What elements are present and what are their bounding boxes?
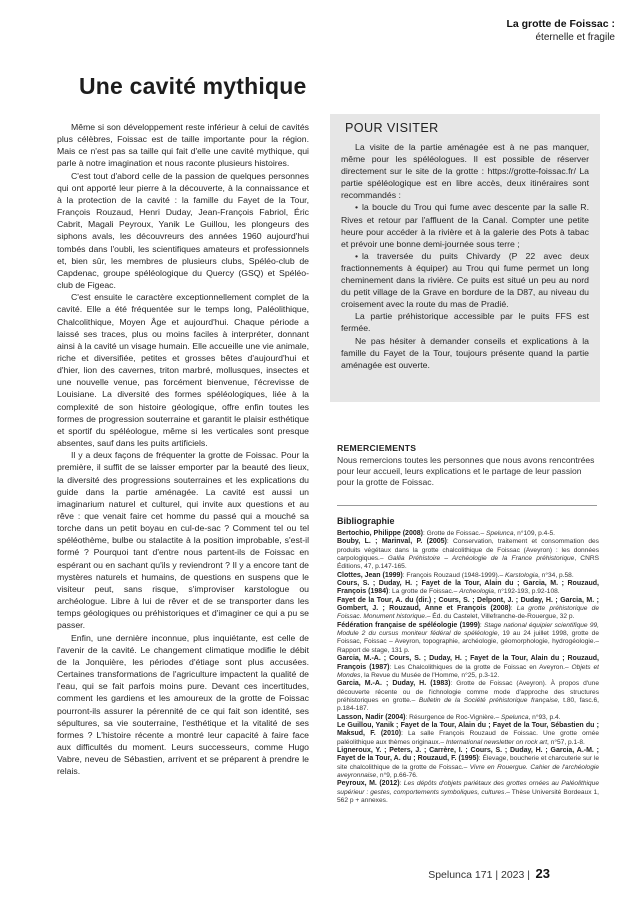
- ref-text: :: [479, 621, 485, 629]
- visit-intro: La visite de la partie aménagée est à ne pas manquer, même pour les spéléologues. Il est possible de réserver directement sur le site de la grotte : https://grotte-foissac.fr/ La partie spéléologique est en libre accès, deux itinéraires sont recommandés :: [341, 142, 589, 201]
- bibliography-list: [337, 530, 599, 805]
- ref-text: :: [399, 780, 404, 788]
- ref-end: , 19 au 24 juillet 1998, grotte de Foissac, Foissac – Aveyron, topographie, archéologie, géomorphologie, hydrogéologie.– Rapport de stage, 131 p.: [337, 630, 599, 654]
- visit-para-2: La partie préhistorique accessible par le puits FFS est fermée.: [341, 311, 589, 334]
- ref-text: : Élevage, boucherie et charcuterie sur le site chalcolithique de la grotte de Foissac.–: [337, 755, 599, 771]
- ref-title: Stage national équipier scientifique 99, Module 2 du cursus moniteur fédéral de spéléologie: [337, 621, 599, 638]
- article-paragraph: Enfin, une dernière inconnue, plus inquiétante, est celle de l'avenir de la cavité. Le changement climatique modifie le débit de la Jonquière, les périodes d'étiage sont plus accusées. Certaines transformations de l'agriculture impactent la qualité de l'eau, qui se fait parfois moins pure. Devant ces incertitudes, comment les gardiens et les amoureux de la grotte de Foissac pourront-ils assurer la pérennité de ce qui fait son identité, ses sépultures, sa vie souterraine, l'esthétique et la vitalité de ses formes ? L'histoire récente a montré leur capacité à faire face aux difficultés du moment. Leurs successeurs, comme Hugo Vabre, neveu de Sébastien, arrivent et se préparent à prendre le relais.: [57, 632, 309, 777]
- ref-end: , n°57, p.1-8.: [547, 738, 585, 746]
- bibliography-entry: [337, 680, 599, 713]
- ref-authors: Cours, S. ; Duday, H. ; Fayet de la Tour, Alain du ; Garcia, M. ; Rouzaud, François (1984): [337, 580, 599, 596]
- ref-end: , t.80, fasc.6, p.184-187.: [337, 696, 599, 713]
- ref-title: Spelunca: [501, 713, 529, 721]
- visit-para-3: Ne pas hésiter à demander conseils et explications à la famille du Fayet de la Tour, toujours présente quand la partie aménagée est ouverte.: [341, 335, 589, 370]
- ref-title: Gallia Préhistoire – Archéologie de la France préhistorique: [387, 555, 575, 563]
- article-body: [57, 121, 309, 856]
- ref-authors: Lasson, Nadir (2004): [337, 713, 406, 721]
- article-title: Une cavité mythique: [79, 73, 307, 99]
- bibliography-entry: [337, 780, 599, 805]
- ref-text: : Grotte de Foissac.–: [422, 530, 487, 537]
- header-subtitle: éternelle et fragile: [535, 32, 615, 43]
- footer-journal: Spelunca 171 | 2023 |: [428, 869, 530, 881]
- ref-title: Les dépôts d'objets pariétaux des grottes ornées au Paléolithique supérieur : gestes, comportements symboliques, cultures: [337, 780, 599, 796]
- ref-authors: Garcia, M.-A. ; Duday, H. (1983): [337, 680, 451, 688]
- article-paragraph: Il y a deux façons de fréquenter la grotte de Foissac. Pour la première, il suffit de se laisser emporter par la beauté des lieux, la diversité des progressions souterraines et les explications du guide dans la partie aménagée. La cavité est aussi un imaginarium naturel et culturel, qui invite aux questions et au rêve : que venait faire cet homme du passé qui a mouché sa torche dans un petit boyau en cul-de-sac ? Comment tel ou tel spéléothème, bulbe ou stalactite à la position improbable, s'est-il formé ? Pourquoi tant d'entre nous partent-ils de Foissac en espérant ou en sachant qu'ils y reviendront ? Il y a encore tant de mystères naturels et humains, de questions en suspens que le visiteur peut, sans risque, s'improviser karstologue ou archéologue. Libre à lui de rêver et de se transporter dans les temps géologiques ou préhistoriques et d'imaginer ce qui a pu se passer.: [57, 450, 309, 631]
- ref-end: , n°34, p.58.: [538, 571, 574, 579]
- visit-box: [330, 114, 600, 402]
- visit-title: POUR VISITER: [345, 121, 439, 135]
- article-paragraph: C'est ensuite le caractère exceptionnellement complet de la cavité. Elle a été fréquentée sur le temps long, Paléolithique, Chalcolithique, Moyen Âge et aujourd'hui. Chaque période a laissé ses traces, plus ou moins faciles à interpréter, donnant ainsi à la cavité un visage humain. Elle accueille une vie animale, riche et diversifiée, petites et grosses bêtes d'aujourd'hui et d'hier, lion des cavernes, triton marbré, mollusques, insectes et une nouvelle venue, pas forcément bienvenue, l'écrevisse de Louisiane. La diversité des formes spéléologiques, liée à la complexité de son histoire géologique, offre enfin toutes les formes de progression souterraine et garantit le plaisir esthétique et sportif du spéléologue, même si les verticales sont presque absentes, sauf dans les puits artificiels.: [57, 292, 309, 449]
- ref-end: .– Thèse Université Bordeaux 1, 562 p + annexes.: [337, 788, 599, 804]
- ref-authors: Peyroux, M. (2012): [337, 780, 400, 788]
- bibliography-entry: [337, 580, 599, 597]
- ref-title: Bulletin de la Société préhistorique française: [418, 696, 558, 704]
- bibliography-entry: [337, 530, 599, 538]
- bibliography-entry: [337, 538, 599, 571]
- article-paragraph: Même si son développement reste inférieur à celui de cavités plus célèbres, Foissac est de taille importante pour la région. Mais ce n'est pas sa taille qui fait d'elle une cavité mythique, qui parle à notre imagination et nous raconte plusieurs histoires.: [57, 122, 309, 169]
- divider: [337, 505, 597, 506]
- ref-authors: Le Guillou, Yanik ; Fayet de la Tour, Alain du ; Fayet de la Tour, Sébastien du ; Maksud, F. (2010): [337, 721, 599, 738]
- ref-text: : Résurgence de Roc-Vignière.–: [405, 713, 502, 721]
- ref-text: : La grotte de Foissac.–: [388, 588, 460, 596]
- ref-authors: Fédération française de spéléologie (1999): [337, 621, 480, 629]
- bibliography: [337, 516, 599, 862]
- ref-text: : La salle François Rouzaud de Foissac. Une grotte ornée paléolithique aux thèmes originaux.–: [337, 730, 599, 746]
- visit-bullet-2: [341, 250, 589, 310]
- acknowledgements-text: Nous remercions toutes les personnes que nous avons rencontrées pour leur accueil, leurs explications et le partage de leur passion pour la grotte de Foissac.: [337, 455, 595, 487]
- bibliography-title: Bibliographie: [337, 516, 395, 526]
- page-number: 23: [535, 866, 550, 881]
- bibliography-entry: [337, 622, 599, 655]
- ref-end: , n°9, p.66-76.: [376, 771, 418, 779]
- ref-text: : Les Chalcolithiques de la grotte de Foissac en Aveyron.–: [389, 663, 572, 671]
- ref-text: :: [510, 605, 517, 613]
- ref-authors: Garcia, M.-A. ; Cours, S. ; Duday, H. ; Fayet de la Tour, Alain du ; Rouzaud, François (1987): [337, 655, 599, 671]
- ref-title: International newsletter on rock art: [445, 738, 548, 746]
- header-title: La grotte de Foissac :: [506, 18, 615, 30]
- ref-title: Objets et Mondes: [337, 663, 599, 679]
- ref-text: : Grotte de Foissac (Aveyron). À propos d'une découverte récente ou de l'ichnologie comme mode d'approche des structures préhistoriques en grotte.–: [337, 680, 599, 704]
- visit-bullet-1-text: la boucle du Trou qui fume avec descente par la salle R. Rives et retour par l'affluent de la Canal. Compter une petite heure pour accéder à la rivière et à la galerie des Pots à tabac et prévoir une bonne demi-journée sous terre ;: [341, 202, 589, 249]
- ref-title: Vivre en Rouergue. Cahier de l'archéologie aveyronnaise: [337, 763, 599, 779]
- ref-authors: Fayet de la Tour, A. du (dir.) ; Cours, S. ; Delpont, J. ; Duday, H. ; Garcia, M. ; Gombert, J. ; Rouzaud, Anne et François (2008): [337, 596, 599, 613]
- bullet-icon: •: [355, 202, 359, 213]
- acknowledgements: [337, 443, 597, 488]
- bibliography-entry: [337, 572, 599, 580]
- ref-title: Karstologia: [505, 571, 539, 579]
- ref-title: La grotte préhistorique de Foissac. Monument historique: [337, 605, 599, 621]
- ref-end: , n°93, p.4.: [528, 713, 561, 721]
- visit-bullet-1: [341, 201, 589, 249]
- ref-end: .– Éd. du Castelet, Villefranche-de-Rouergue, 32 p.: [424, 613, 575, 621]
- ref-end: , n°192-193, p.92-108.: [493, 588, 560, 596]
- bullet-icon: •: [355, 250, 359, 261]
- bibliography-entry: [337, 722, 599, 747]
- ref-authors: Bouby, L. ; Marinval, P. (2005): [337, 538, 447, 546]
- ref-text: : Conservation, traitement et consommation des produits végétaux dans la grotte chalcolithique de Foissac (Aveyron) : les données carpologiques.–: [337, 538, 599, 563]
- ref-authors: Ligneroux, Y. ; Peters, J. ; Carrère, I. ; Cours, S. ; Duday, H. ; Garcia, A.-M. ; Fayet de la Tour, A. du ; Rouzaud, F. (1995): [337, 746, 599, 763]
- ref-end: , la Revue du Musée de l'Homme, n°25, p.3-12.: [360, 671, 500, 679]
- bibliography-entry: [337, 655, 599, 680]
- ref-end: , CNRS Éditions, 47, p.147-165.: [337, 555, 599, 571]
- visit-bullet-2-text: la traversée du puits Chivardy (P 22 avec deux fractionnements à équiper) au Trou qui fume permet un long cheminement dans la rivière. Ce puits est situé un peu au nord du petit village de la Grave en bordure de la D87, au niveau du croisement avec la route du mas de Pradié.: [341, 250, 589, 310]
- ref-authors: Clottes, Jean (1999): [337, 571, 403, 579]
- ref-title: Spelunca: [486, 530, 514, 537]
- ref-end: , n°109, p.4-5.: [513, 530, 556, 537]
- running-header: [506, 18, 615, 44]
- acknowledgements-title: REMERCIEMENTS: [337, 443, 417, 453]
- ref-authors: Bertochio, Philippe (2008): [337, 530, 423, 537]
- ref-text: : François Rouzaud (1948-1999).–: [402, 571, 506, 579]
- bibliography-entry: [337, 747, 599, 780]
- bibliography-entry: [337, 714, 599, 722]
- bibliography-entry: [337, 597, 599, 622]
- ref-title: Archeologia: [459, 588, 494, 596]
- article-paragraph: C'est tout d'abord celle de la passion de quelques personnes qui ont apporté leur pierre à la découverte, à la connaissance et à la protection de la cavité : la famille du Fayet de la Tour, François Rouzaud, Henri Duday, Jean-François Fabriol, Éric Cabrit, Magali Peyroux, Yanik Le Guillou, les plongeurs des siphons avals, les découvreurs des années 1960 aujourd'hui tombés dans l'oubli, les scientifiques amateurs et professionnels et, bien sûr, les membres de plusieurs clubs, Spéléo-club de Capdenac, groupe spéléologique du Quercy (GSQ) et Spéléo-club de Figeac.: [57, 170, 309, 291]
